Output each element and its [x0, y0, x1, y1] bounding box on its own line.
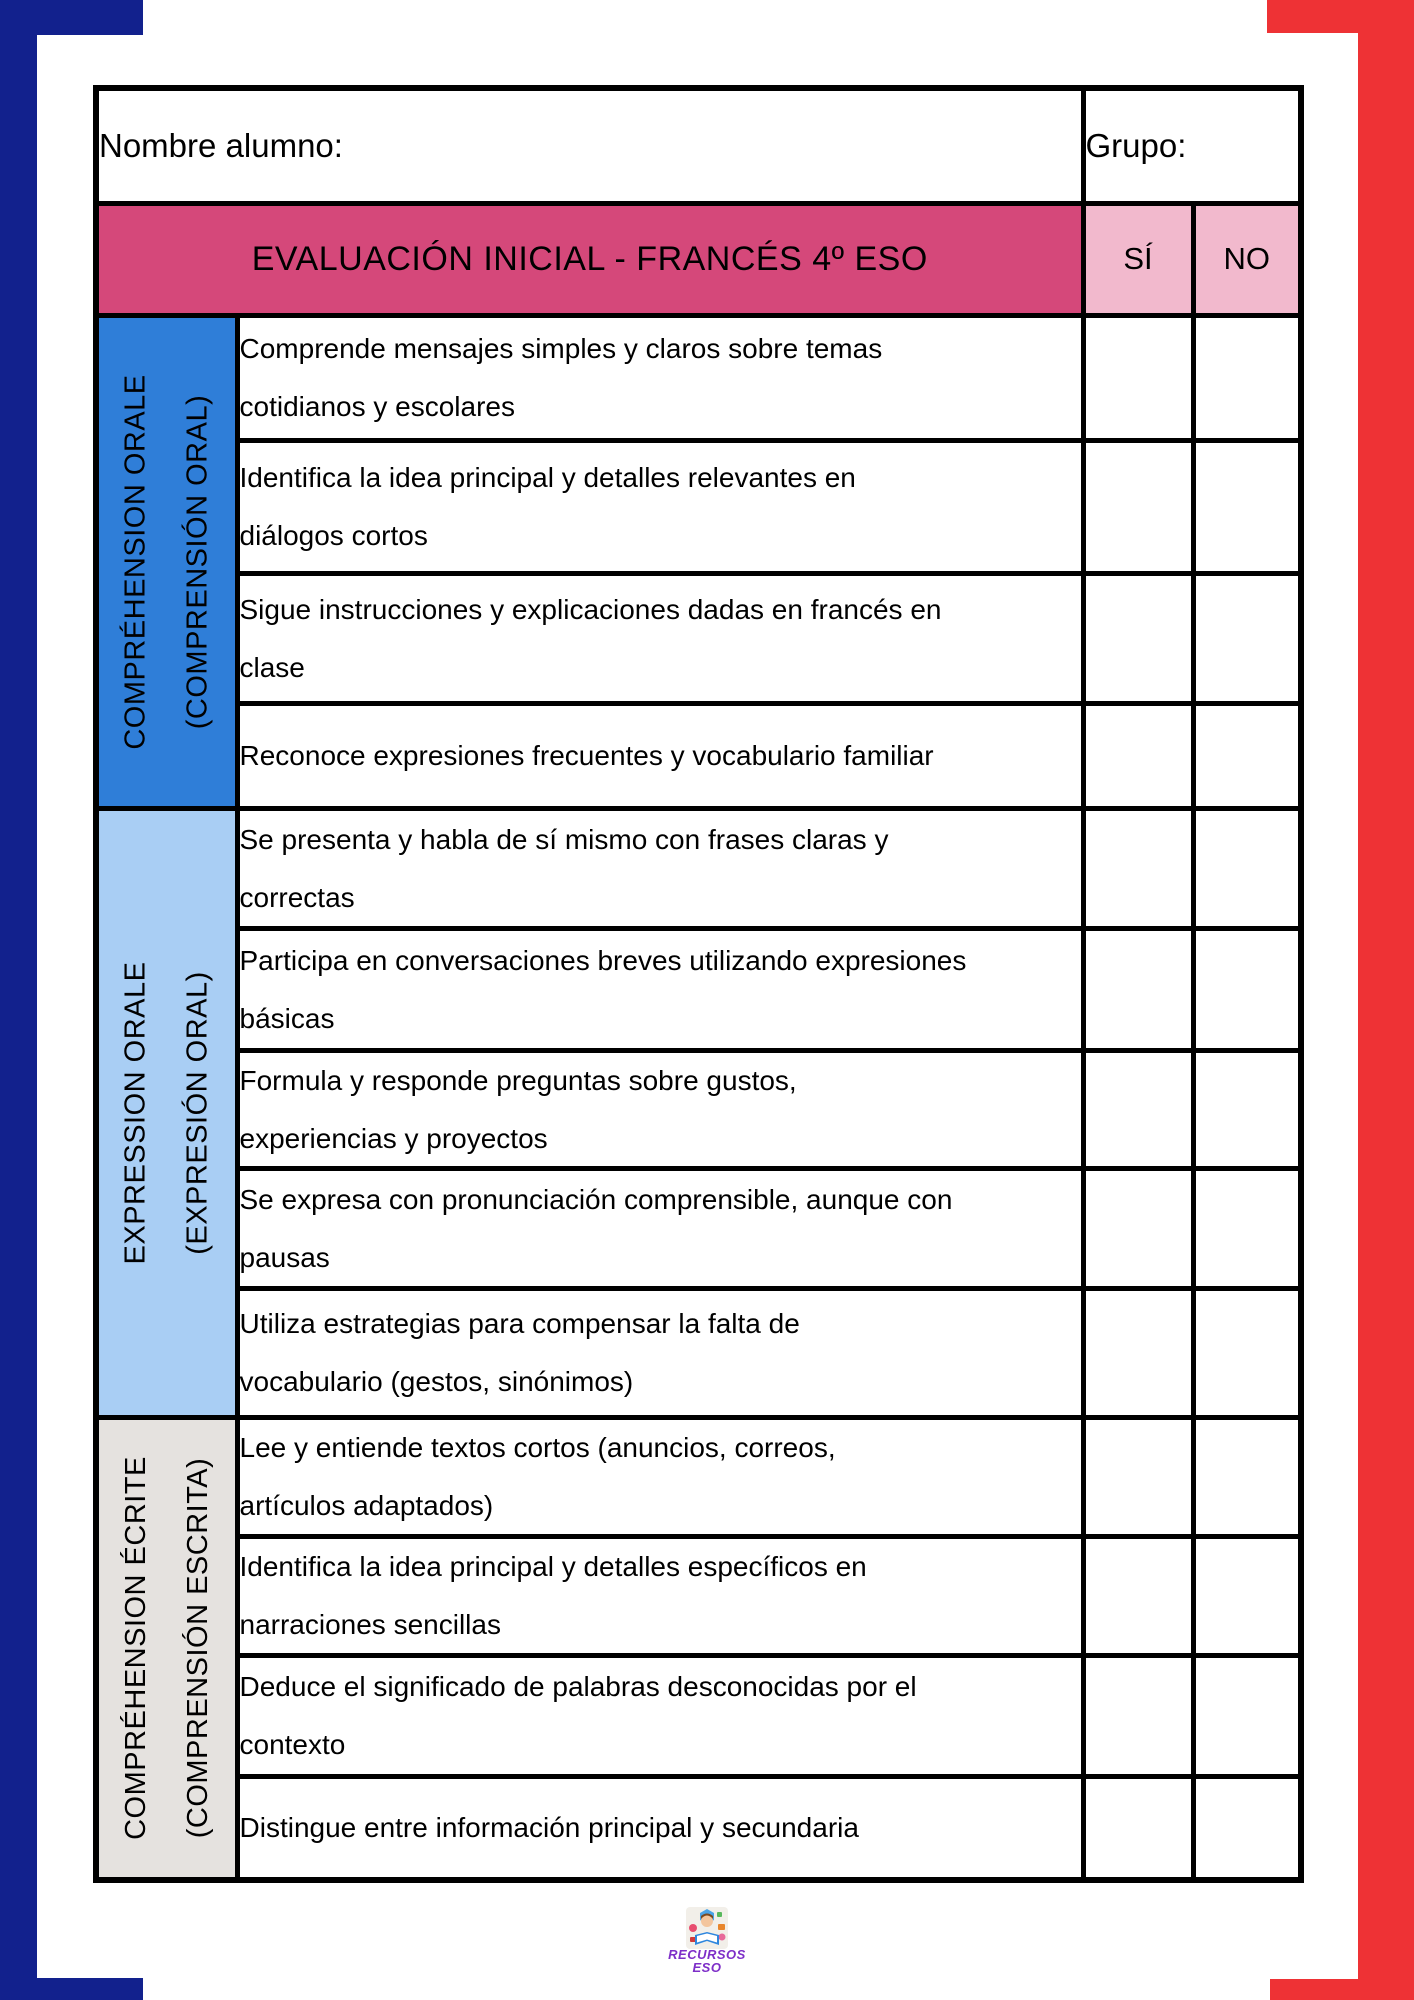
group-cell[interactable]: [1083, 88, 1301, 203]
section-label-expression-orale: [96, 808, 237, 1417]
no-answer-cell[interactable]: [1193, 440, 1301, 573]
si-answer-cell[interactable]: [1083, 703, 1193, 808]
section-label-fr: EXPRESSION ORALE: [119, 961, 152, 1264]
no-answer-cell[interactable]: [1193, 1776, 1301, 1880]
logo-illustration: [684, 1906, 730, 1952]
section-label-es: (EXPRESIÓN ORAL): [181, 970, 214, 1255]
criterion-cell: Deduce el significado de palabras desconocidas por el contexto: [237, 1655, 1083, 1776]
evaluation-table: [93, 85, 1304, 1883]
table-row: [96, 573, 1301, 703]
bottom-right-corner-bar: [1270, 1979, 1414, 2000]
table-row: [96, 1655, 1301, 1776]
section-label-es: (COMPRENSIÓN ESCRITA): [181, 1457, 214, 1839]
right-border-strip: [1358, 0, 1414, 2000]
table-row: [96, 1536, 1301, 1655]
no-answer-cell[interactable]: [1193, 1288, 1301, 1417]
yes-column-header: SÍ: [1083, 203, 1193, 315]
criterion-cell: Participa en conversaciones breves utilizando expresiones básicas: [237, 928, 1083, 1050]
criterion-cell: Reconoce expresiones frecuentes y vocabulario familiar: [237, 703, 1083, 808]
table-row: [96, 808, 1301, 928]
group-label: Grupo:: [1085, 126, 1187, 164]
section-label-fr: COMPRÉHENSION ÉCRITE: [119, 1456, 152, 1841]
no-answer-cell[interactable]: [1193, 315, 1301, 440]
no-answer-cell[interactable]: [1193, 1536, 1301, 1655]
criterion-cell: Lee y entiende textos cortos (anuncios, correos, artículos adaptados): [237, 1417, 1083, 1536]
table-row: [96, 1168, 1301, 1288]
table-row: [96, 440, 1301, 573]
table-row: [96, 88, 1301, 203]
criterion-cell: Distingue entre información principal y secundaria: [237, 1776, 1083, 1880]
si-answer-cell[interactable]: [1083, 1776, 1193, 1880]
si-answer-cell[interactable]: [1083, 1655, 1193, 1776]
criterion-cell: Comprende mensajes simples y claros sobre temas cotidianos y escolares: [237, 315, 1083, 440]
student-name-cell[interactable]: [96, 88, 1083, 203]
table-row: [96, 703, 1301, 808]
criterion-cell: Formula y responde preguntas sobre gustos, experiencias y proyectos: [237, 1050, 1083, 1168]
student-name-label: Nombre alumno:: [99, 126, 343, 164]
evaluation-title: EVALUACIÓN INICIAL - FRANCÉS 4º ESO: [96, 203, 1083, 315]
table-row: [96, 1776, 1301, 1880]
table-row: [96, 203, 1301, 315]
section-label-comprehension-orale: [96, 315, 237, 808]
table-row: [96, 1050, 1301, 1168]
no-answer-cell[interactable]: [1193, 1417, 1301, 1536]
top-right-corner-bar: [1267, 0, 1414, 33]
criterion-cell: Identifica la idea principal y detalles relevantes en diálogos cortos: [237, 440, 1083, 573]
si-answer-cell[interactable]: [1083, 1288, 1193, 1417]
si-answer-cell[interactable]: [1083, 1168, 1193, 1288]
no-answer-cell[interactable]: [1193, 1168, 1301, 1288]
criterion-cell: Identifica la idea principal y detalles específicos en narraciones sencillas: [237, 1536, 1083, 1655]
recursos-eso-logo: [637, 1906, 777, 1974]
no-answer-cell[interactable]: [1193, 703, 1301, 808]
no-answer-cell[interactable]: [1193, 1050, 1301, 1168]
bottom-left-corner-bar: [0, 1978, 143, 2000]
logo-text: RECURSOS ESO: [668, 1947, 746, 1975]
criterion-cell: Utiliza estrategias para compensar la falta de vocabulario (gestos, sinónimos): [237, 1288, 1083, 1417]
criterion-cell: Sigue instrucciones y explicaciones dadas en francés en clase: [237, 573, 1083, 703]
section-label-fr: COMPRÉHENSION ORALE: [119, 373, 152, 750]
table-row: [96, 928, 1301, 1050]
table-row: [96, 1417, 1301, 1536]
si-answer-cell[interactable]: [1083, 928, 1193, 1050]
top-left-corner-bar: [0, 0, 143, 35]
si-answer-cell[interactable]: [1083, 315, 1193, 440]
criterion-cell: Se presenta y habla de sí mismo con frases claras y correctas: [237, 808, 1083, 928]
left-border-strip: [0, 0, 37, 2000]
si-answer-cell[interactable]: [1083, 1417, 1193, 1536]
section-label-comprehension-ecrite: [96, 1417, 237, 1880]
no-answer-cell[interactable]: [1193, 928, 1301, 1050]
si-answer-cell[interactable]: [1083, 573, 1193, 703]
no-answer-cell[interactable]: [1193, 808, 1301, 928]
section-label-es: (COMPRENSIÓN ORAL): [181, 394, 214, 729]
no-column-header: NO: [1193, 203, 1301, 315]
no-answer-cell[interactable]: [1193, 1655, 1301, 1776]
no-answer-cell[interactable]: [1193, 573, 1301, 703]
si-answer-cell[interactable]: [1083, 1050, 1193, 1168]
table-row: [96, 315, 1301, 440]
si-answer-cell[interactable]: [1083, 440, 1193, 573]
criterion-cell: Se expresa con pronunciación comprensible, aunque con pausas: [237, 1168, 1083, 1288]
si-answer-cell[interactable]: [1083, 808, 1193, 928]
table-row: [96, 1288, 1301, 1417]
si-answer-cell[interactable]: [1083, 1536, 1193, 1655]
